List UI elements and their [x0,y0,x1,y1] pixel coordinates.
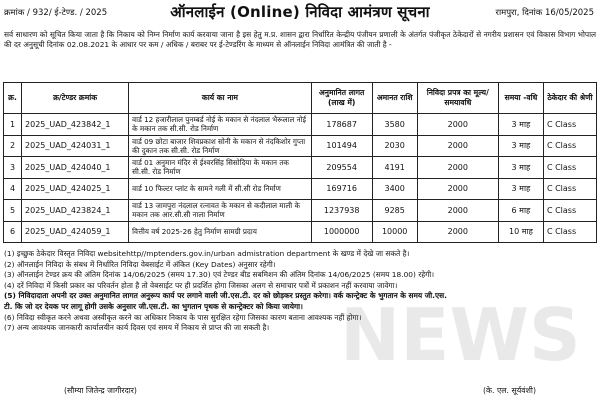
cell-sno: 4 [4,178,22,200]
cell-sno: 5 [4,200,22,222]
notice-date: रामपुरा, दिनांक 16/05/2025 [495,8,594,18]
table-row [4,221,597,243]
header-class: ठेकेदार की श्रेणी [543,83,596,114]
header-emd: अमानत राशि [372,83,417,114]
cell-fee: 2000 [417,114,498,136]
term-item: (2) ऑनलाईन निविदा के संबध में निर्धारित निविदा वेबसाईट में अंकित (Key Dates) अनुसार रहेगी। [4,259,276,269]
term-item: (3) ऑनलाईन टेण्डर क्रय की अंतिम दिनांक 14/06/2025 (समय 17.30) एवं टेण्डर बीड सबमिशन की अंतिम दिनांक 14/06/2025 (समय 18.00) रहेगी। [4,270,435,280]
cell-work: वार्ड 13 जामपुरा नंदलाल रत्नावत के मकान से कदीलाल माली के मकान तक आर.सी.सी नाला निर्माण [129,200,312,222]
header [4,2,596,24]
cell-tender-no: 2025_UAD_423842_1 [22,114,129,136]
cell-class: C Class [543,135,596,157]
cell-tender-no: 2025_UAD_424025_1 [22,178,129,200]
cell-emd: 2030 [372,135,417,157]
header-sno: क्र. [4,83,22,114]
cell-work: वार्ड 12 हजारीलाल पुनम्बर्ड नोई के मकान से नंदलाल भैरूलाल नोई के मकान तक सी.सी. रोड निर्माण [129,114,312,136]
term-item: (4) दरें निविदा में किसी प्रकार का परिवर्तन होता है तो वेबसाईट पर ही प्रदर्शित होगा जिसका अलग से समाचार पत्रों में प्रकाशन नहीं करवाया जावेगा। [4,280,398,290]
table-row [4,200,597,222]
cell-time: 3 माह [498,114,543,136]
cell-cost: 1237938 [311,200,372,222]
cell-fee: 2000 [417,157,498,179]
cell-emd: 9285 [372,200,417,222]
cell-class: C Class [543,200,596,222]
term-item: (1) इच्छुक ठेकेदार विस्तृत निविदा websitehttp//mptenders.gov.in/urban admistration department के खण्ड में देखे जा सकते है। [4,249,410,258]
cell-fee: 2000 [417,200,498,222]
cell-tender-no: 2025_UAD_424059_1 [22,221,129,243]
cell-class: C Class [543,178,596,200]
term-item: (5) निविदादाता अपनी दर उक्त अनुमानित लागत अनुरूप कार्य पर लगाने वाली जी.एस.टी. दर को छोड़कर प्रस्तुत करेगा। वर्क कान्ट्रेक्ट के भुगतान के समय जी.एस. [4,291,447,301]
cell-tender-no: 2025_UAD_424031_1 [22,135,129,157]
cell-emd: 4191 [372,157,417,179]
cell-fee: 2000 [417,221,498,243]
header-cost: अनुमानित लागत (लाख में) [311,83,372,114]
signatory-right: (के. एल. सूर्यवंशी) [482,386,536,395]
cell-cost: 169716 [311,178,372,200]
header-time: समया -वधि [498,83,543,114]
cell-work: वार्ड 09 छोटा बाजार शिवप्रकाश सोनी के मकान से नंदकिशोर गुप्ता की दुकान तक सी.सी. रोड निर्माण [129,135,312,157]
cell-tender-no: 2025_UAD_424040_1 [22,157,129,179]
reference-number: क्रमांक / 932/ ई-टेण्ड. / 2025 [4,8,108,18]
header-tender-no: क्र/टेण्डर क्रमांक [22,83,129,114]
cell-class: C Class [543,221,596,243]
notice-title: ऑनलाईन (Online) निविदा आमंत्रण सूचना [170,3,430,21]
table-header-row [4,83,597,114]
table-row [4,114,597,136]
watermark-text: NEWS [340,293,581,377]
cell-cost: 1000000 [311,221,372,243]
cell-time: 6 माह [498,200,543,222]
header-fee: निविदा प्रपत्र का मूल्य/ समयावधि [417,83,498,114]
term-item: (6) निविदा स्वीकृत करने अथवा अस्वीकृत करने का अधिकार निकाय के पास सुरक्षित रहेगा जिसका कारण बताना आवश्यक नहीं होगा। [4,312,362,322]
cell-class: C Class [543,114,596,136]
signatory-left: (सौम्या जितेन्द्र जागीरदार) [64,386,137,395]
cell-work: वार्ड 01 अनुमान मंदिर से ईश्वरसिंह सिसोदिया के मकान तक सी.सी. रोड निर्माण [129,157,312,179]
cell-sno: 3 [4,157,22,179]
cell-time: 3 माह [498,178,543,200]
cell-sno: 2 [4,135,22,157]
cell-time: 3 माह [498,135,543,157]
cell-emd: 3400 [372,178,417,200]
header-work: कार्य का नाम [129,83,312,114]
cell-fee: 2000 [417,178,498,200]
table-row [4,157,597,179]
term-item: टी. कि जो दर देयक पर लागू होगी उसके अनुसार जी.एस.टी. का भुगतान पृथक से कान्ट्रेक्टर को किया जायेगा। [4,301,303,311]
table-row [4,135,597,157]
cell-fee: 2000 [417,135,498,157]
tender-table [3,82,597,243]
cell-emd: 3580 [372,114,417,136]
table-row [4,178,597,200]
cell-work: वार्ड 10 फिल्टर प्लांट के सामने गली में सी.सी रोड निर्माण [129,178,312,200]
cell-sno: 1 [4,114,22,136]
cell-class: C Class [543,157,596,179]
cell-time: 10 माह [498,221,543,243]
cell-tender-no: 2025_UAD_423824_1 [22,200,129,222]
cell-emd: 10000 [372,221,417,243]
terms-list [4,249,596,334]
cell-cost: 209554 [311,157,372,179]
cell-sno: 6 [4,221,22,243]
cell-cost: 178687 [311,114,372,136]
cell-cost: 101494 [311,135,372,157]
intro-paragraph: सर्व साधारण को सूचित किया जाता है कि निकाय को निम्न निर्माण कार्य करवाया जाना है इस हेतु म.प्र. शासन द्वारा निर्धारित केन्द्रीय पंजीयन प्रणाली के अंतर्गत पंजीकृत ठेकेदारों से नगरीय प्रशासन एवं विकास विभाग भोपाल की दर अनुसूची दिनांक 02.08.2021 के आधार पर कम / अधिक / बराबर पर ई-टेण्डरिंग के माध्यम से ऑनलाईन निविदा आमंत्रित की जाती है - [4,30,596,50]
cell-time: 3 माह [498,157,543,179]
cell-work: वित्तीय वर्ष 2025-26 हेतु निर्माण सामग्री प्रदाय [129,221,312,243]
term-item: (7) अन्य आवश्यक जानकारी कार्यालयीन कार्य दिवस एवं समय में निकाय से प्राप्त की जा सकती है। [4,323,270,333]
